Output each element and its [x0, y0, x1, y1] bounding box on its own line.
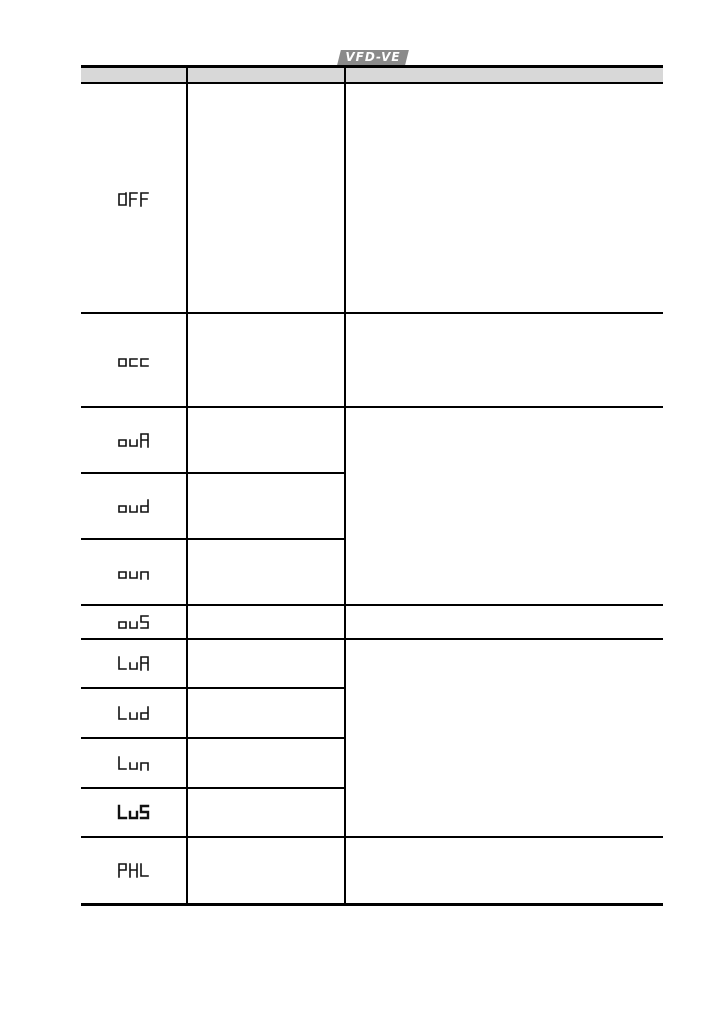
table-bottom-rule: [81, 903, 663, 906]
code-display-occ: [117, 351, 151, 369]
column-header-code: [81, 68, 186, 82]
table-row: [81, 539, 186, 604]
table-row: [81, 605, 186, 638]
code-display-oud: [117, 497, 151, 515]
table-row: [81, 473, 186, 538]
code-display-lud: [117, 704, 151, 722]
table-row: [81, 407, 186, 472]
table-header: [81, 65, 663, 84]
table-row: [81, 738, 186, 787]
table-row: [81, 688, 186, 737]
table-row: [81, 788, 186, 836]
code-display-lun: [117, 754, 151, 772]
code-display-off: [117, 190, 151, 208]
code-display-lus: [117, 803, 151, 821]
vfd-ve-logo: [337, 50, 409, 65]
fault-code-table: [81, 65, 663, 906]
code-display-oua: [117, 431, 151, 449]
code-display-lua: [117, 654, 151, 672]
code-display-ous: [117, 613, 151, 631]
column-divider-2: [344, 65, 346, 903]
column-header-description: [345, 68, 663, 82]
table-row: [81, 313, 186, 406]
table-row: [81, 837, 186, 903]
code-display-phl: [117, 861, 151, 879]
column-divider-1: [186, 65, 188, 903]
logo-text: VFD-VE: [345, 50, 401, 64]
code-display-oun: [117, 563, 151, 581]
column-header-name: [187, 68, 344, 82]
table-row: [81, 86, 186, 312]
table-row: [81, 639, 186, 687]
